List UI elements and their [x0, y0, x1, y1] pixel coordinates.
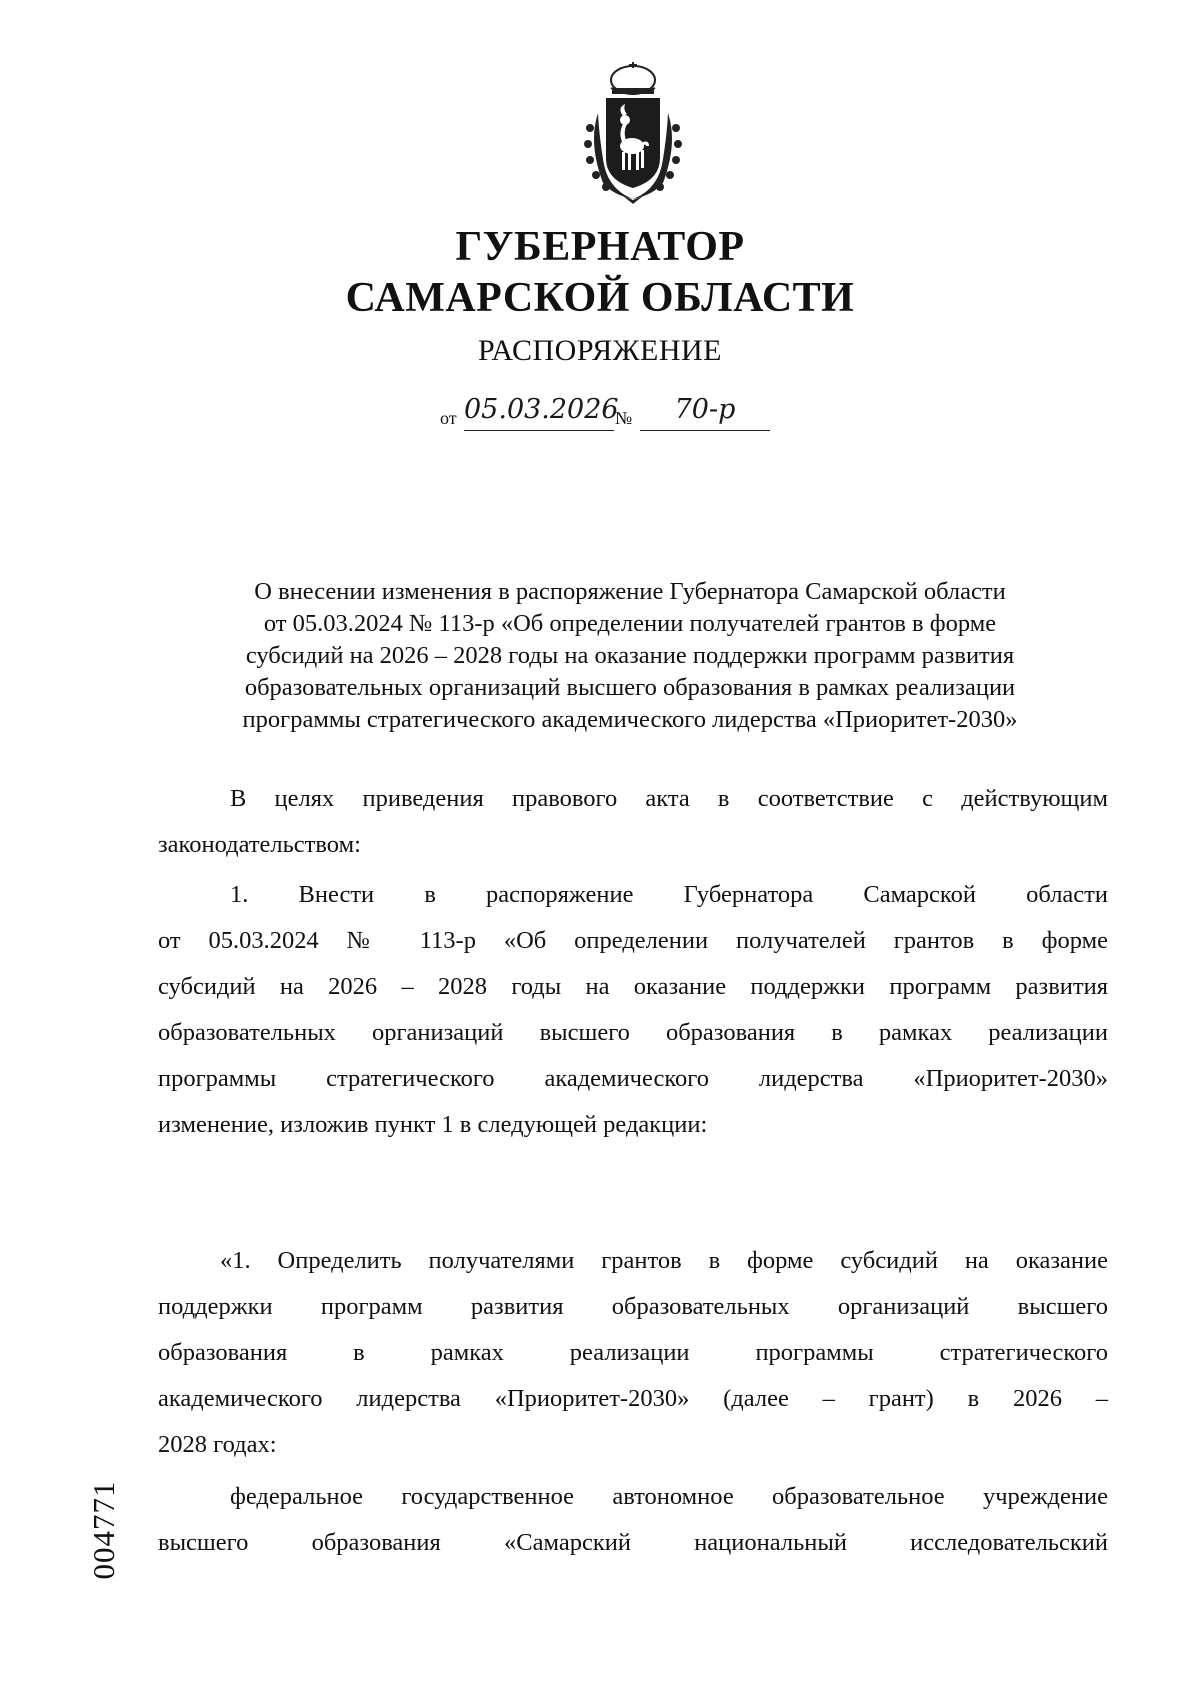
text-line: В целях приведения правового акта в соответствие с действующим: [230, 785, 1108, 812]
paragraph-preamble: [158, 776, 1108, 868]
document-title: [150, 576, 1110, 736]
number-prefix: №: [615, 408, 633, 428]
paragraph-new-wording: [158, 1238, 1108, 1468]
text-line: «1. Определить получателями грантов в форме субсидий на оказание: [220, 1247, 1108, 1274]
samara-coat-of-arms-icon: [568, 58, 698, 208]
text-line: изменение, изложив пункт 1 в следующей редакции:: [158, 1111, 708, 1138]
date-field: 05.03.2026: [464, 394, 614, 431]
text-line: субсидий на 2026 – 2028 годы на оказание поддержки программ развития: [158, 973, 1108, 1000]
text-line: образования в рамках реализации программы стратегического: [158, 1339, 1108, 1366]
issuing-authority: [0, 222, 1200, 324]
text-line: образовательных организаций высшего образования в рамках реализации: [158, 1019, 1108, 1046]
title-line: субсидий на 2026 – 2028 годы на оказание поддержки программ развития: [245, 642, 1015, 669]
number-field: 70-р: [640, 394, 770, 431]
document-type: РАСПОРЯЖЕНИЕ: [477, 334, 723, 367]
text-line: федеральное государственное автономное образовательное учреждение: [230, 1483, 1108, 1510]
text-line: 2028 годах:: [158, 1431, 277, 1458]
authority-line-1: ГУБЕРНАТОР: [455, 224, 745, 270]
paragraph-recipient: [158, 1474, 1108, 1566]
text-line: законодательством:: [158, 831, 361, 858]
text-line: высшего образования «Самарский национальный исследовательский: [158, 1529, 1108, 1556]
title-line: от 05.03.2024 № 113-р «Об определении получателей грантов в форме: [263, 610, 997, 637]
text-line: 1. Внести в распоряжение Губернатора Самарской области: [230, 881, 1108, 908]
text-line: программы стратегического академического лидерства «Приоритет-2030»: [158, 1065, 1108, 1092]
document-requisites: [440, 394, 840, 434]
date-prefix: от: [440, 408, 457, 428]
text-line: поддержки программ развития образовательных организаций высшего: [158, 1293, 1108, 1320]
title-line: О внесении изменения в распоряжение Губернатора Самарской области: [254, 578, 1006, 605]
serial-number: [84, 1470, 124, 1600]
serial-number-text: 004771: [86, 1480, 121, 1580]
text-line: академического лидерства «Приоритет-2030» (далее – грант) в 2026 –: [158, 1385, 1108, 1412]
authority-line-2: САМАРСКОЙ ОБЛАСТИ: [345, 275, 855, 321]
title-line: образовательных организаций высшего образования в рамках реализации: [244, 674, 1016, 701]
text-line: от 05.03.2024 № 113-р «Об определении получателей грантов в форме: [158, 927, 1108, 954]
paragraph-item-1: [158, 872, 1108, 1148]
title-line: программы стратегического академического лидерства «Приоритет-2030»: [242, 706, 1018, 733]
